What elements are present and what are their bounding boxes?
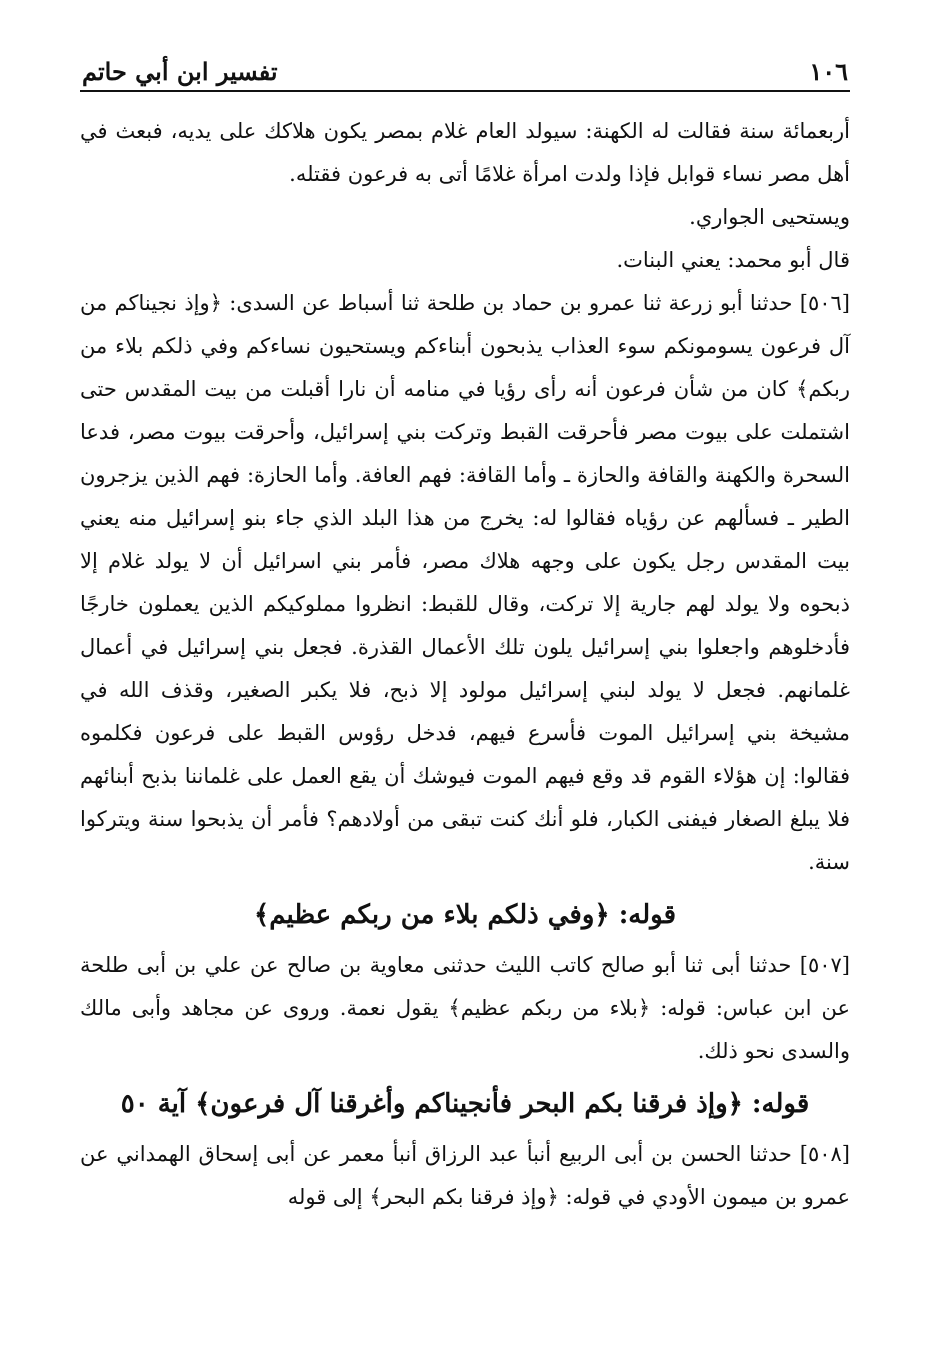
page-body: [80, 110, 850, 1219]
narration-508: [٥٠٨] حدثنا الحسن بن أبى الربيع أنبأ عبد الرزاق أنبأ معمر عن أبى إسحاق الهمداني عن عمرو بن ميمون الأودي في قوله: ﴿وإذ فرقنا بكم البحر﴾ إلى قوله: [80, 1142, 850, 1209]
book-page: [80, 48, 850, 1219]
paragraph-continuation: أربعمائة سنة فقالت له الكهنة: سيولد العام غلام بمصر يكون هلاكك على يديه، فبعث في أهل مصر نساء قوابل فإذا ولدت امرأة غلامًا أتى به فرعون فقتله.: [80, 119, 850, 186]
verse-heading-2: قوله: ﴿وإذ فرقنا بكم البحر فأنجيناكم وأغرقنا آل فرعون﴾ آية ٥٠: [120, 1089, 810, 1119]
narration-507: [٥٠٧] حدثنا أبى ثنا أبو صالح كاتب الليث حدثنى معاوية بن صالح عن علي بن أبى طلحة عن ابن عباس: قوله: ﴿بلاء من ربكم عظيم﴾ يقول نعمة. وروى عن مجاهد وأبى مالك والسدى نحو ذلك.: [80, 953, 850, 1063]
narration-506: [٥٠٦] حدثنا أبو زرعة ثنا عمرو بن حماد بن طلحة ثنا أسباط عن السدى: ﴿وإذ نجيناكم من آل فرعون يسومونكم سوء العذاب يذبحون أبناءكم ويستحيون نساءكم وفي ذلكم بلاء من ربكم﴾ كان من شأن فرعون أنه رأى رؤيا في منامه أن نارا أقبلت من بيت المقدس حتى اشتملت على بيوت مصر فأحرقت القبط وتركت بني إسرائيل، وأحرقت بيوت مصر، فدعا السحرة والكهنة والقافة والحازة ـ وأما القافة: فهم العافة. وأما الحازة: فهم الذين يزجرون الطير ـ فسألهم عن رؤياه فقالوا له: يخرج من هذا البلد الذي جاء بنو إسرائيل منه يعني بيت المقدس رجل يكون على وجهه هلاك مصر، فأمر بني اسرائيل أن لا يولد غلام إلا ذبحوه ولا يولد لهم جارية إلا تركت، وقال للقبط: انظروا مملوكيكم الذين يعملون خارجًا فأدخلوهم واجعلوا بني إسرائيل يلون تلك الأعمال القذرة. فجعل بني إسرائيل في أعمال غلمانهم. فجعل لا يولد لبني إسرائيل مولود إلا ذبح، فلا يكبر الصغير، وقذف الله في مشيخة بني إسرائيل الموت فأسرع فيهم، فدخل رؤوس القبط على فرعون فكلموه فقالوا: إن هؤلاء القوم قد وقع فيهم الموت فيوشك أن يقع العمل على غلماننا بذبح أبنائهم فلا يبلغ الصغار فيفنى الكبار، فلو أنك كنت تبقى من أولادهم؟ فأمر أن يذبحوا سنة ويتركوا سنة.: [80, 291, 850, 874]
verse-heading-1: قوله: ﴿وفي ذلكم بلاء من ربكم عظيم﴾: [253, 900, 677, 930]
paragraph-short-1: ويستحيى الجواري.: [689, 205, 850, 229]
book-title: تفسير ابن أبي حاتم: [82, 57, 278, 86]
paragraph-short-2: قال أبو محمد: يعني البنات.: [616, 248, 850, 272]
page-number: ١٠٦: [809, 57, 848, 86]
header-rule: [80, 90, 850, 92]
running-header: [80, 48, 850, 90]
